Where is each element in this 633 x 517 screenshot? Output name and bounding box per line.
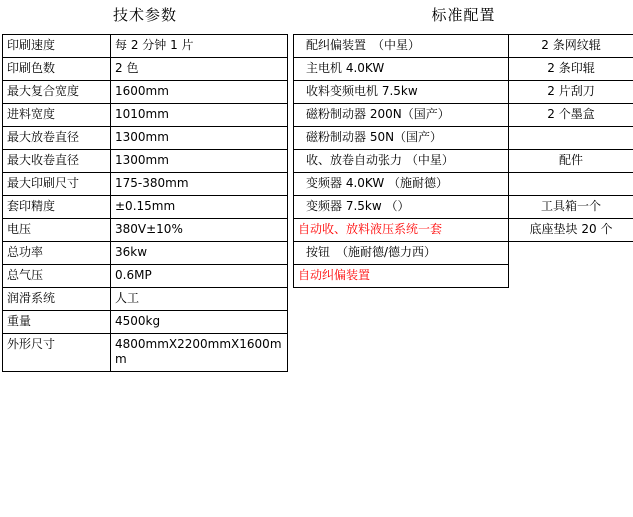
- left-title-row: [3, 0, 288, 34]
- technical-parameters-table: [2, 0, 288, 372]
- spec-value: 4500kg: [111, 310, 288, 333]
- spec-value: 2 色: [111, 57, 288, 80]
- config-item: 变频器 4.0KW （施耐德）: [294, 172, 509, 195]
- config-item: 主电机 4.0KW: [294, 57, 509, 80]
- table-row: [3, 149, 288, 172]
- standard-configuration-table: [293, 0, 633, 288]
- table-row: [294, 57, 633, 80]
- config-item: 自动收、放料液压系统一套: [294, 218, 509, 241]
- config-item: 变频器 7.5kw （）: [294, 195, 509, 218]
- config-item: 收、放卷自动张力 （中星）: [294, 149, 509, 172]
- spec-label: 最大印刷尺寸: [3, 172, 111, 195]
- config-quantity: 工具箱一个: [509, 195, 633, 218]
- table-row: [3, 264, 288, 287]
- spec-label: 最大放卷直径: [3, 126, 111, 149]
- config-quantity: 2 条印辊: [509, 57, 633, 80]
- table-row: [294, 80, 633, 103]
- technical-parameters-title: 技术参数: [113, 6, 178, 24]
- spec-value: 1600mm: [111, 80, 288, 103]
- config-item: 磁粉制动器 50N（国产）: [294, 126, 509, 149]
- table-row: [3, 310, 288, 333]
- config-quantity: 2 条网纹辊: [509, 34, 633, 57]
- left-panel: [0, 0, 287, 517]
- table-row: [294, 195, 633, 218]
- table-row: [3, 195, 288, 218]
- spec-value: 1010mm: [111, 103, 288, 126]
- table-row: [3, 172, 288, 195]
- table-row: [294, 218, 633, 241]
- right-panel: [293, 0, 633, 517]
- table-row: [3, 287, 288, 310]
- table-row: [294, 103, 633, 126]
- config-item: 按钮 （施耐德/德力西）: [294, 241, 509, 264]
- table-row: [294, 34, 633, 57]
- config-quantity: 2 个墨盒: [509, 103, 633, 126]
- table-row: [3, 241, 288, 264]
- spec-label: 进料宽度: [3, 103, 111, 126]
- spec-label: 电压: [3, 218, 111, 241]
- table-row: [3, 57, 288, 80]
- table-row: [3, 218, 288, 241]
- table-row: [3, 126, 288, 149]
- right-title-row: [294, 0, 633, 34]
- right-table-body: [294, 0, 633, 287]
- table-row: [294, 264, 633, 287]
- table-row: [294, 241, 633, 264]
- spec-label: 最大复合宽度: [3, 80, 111, 103]
- config-quantity: [509, 264, 633, 287]
- table-row: [3, 80, 288, 103]
- spec-label: 印刷速度: [3, 34, 111, 57]
- table-row: [294, 149, 633, 172]
- config-quantity: 配件: [509, 149, 633, 172]
- config-quantity: [509, 126, 633, 149]
- spec-label: 最大收卷直径: [3, 149, 111, 172]
- spec-label: 总气压: [3, 264, 111, 287]
- spec-value: ±0.15mm: [111, 195, 288, 218]
- config-quantity: [509, 172, 633, 195]
- spec-value: 175-380mm: [111, 172, 288, 195]
- spec-label: 外形尺寸: [3, 333, 111, 371]
- spec-value: 1300mm: [111, 149, 288, 172]
- config-item: 磁粉制动器 200N（国产）: [294, 103, 509, 126]
- config-quantity: 2 片刮刀: [509, 80, 633, 103]
- spec-value: 人工: [111, 287, 288, 310]
- config-quantity: [509, 241, 633, 264]
- table-row: [294, 126, 633, 149]
- spec-label: 印刷色数: [3, 57, 111, 80]
- table-row: [294, 172, 633, 195]
- config-item: 自动纠偏装置: [294, 264, 509, 287]
- spec-label: 润滑系统: [3, 287, 111, 310]
- table-row: [3, 103, 288, 126]
- spec-value: 380V±10%: [111, 218, 288, 241]
- spec-value: 每 2 分钟 1 片: [111, 34, 288, 57]
- table-row: [3, 333, 288, 371]
- standard-configuration-title: 标准配置: [431, 6, 496, 24]
- config-quantity: 底座垫块 20 个: [509, 218, 633, 241]
- spec-label: 总功率: [3, 241, 111, 264]
- table-row: [3, 34, 288, 57]
- spec-label: 套印精度: [3, 195, 111, 218]
- spec-value: 0.6MP: [111, 264, 288, 287]
- config-item: 收料变频电机 7.5kw: [294, 80, 509, 103]
- spec-value: 36kw: [111, 241, 288, 264]
- left-table-body: [3, 0, 288, 371]
- spec-value: 4800mmX2200mmX1600mm: [111, 333, 288, 371]
- spec-value: 1300mm: [111, 126, 288, 149]
- spec-label: 重量: [3, 310, 111, 333]
- config-item: 配纠偏装置 （中星）: [294, 34, 509, 57]
